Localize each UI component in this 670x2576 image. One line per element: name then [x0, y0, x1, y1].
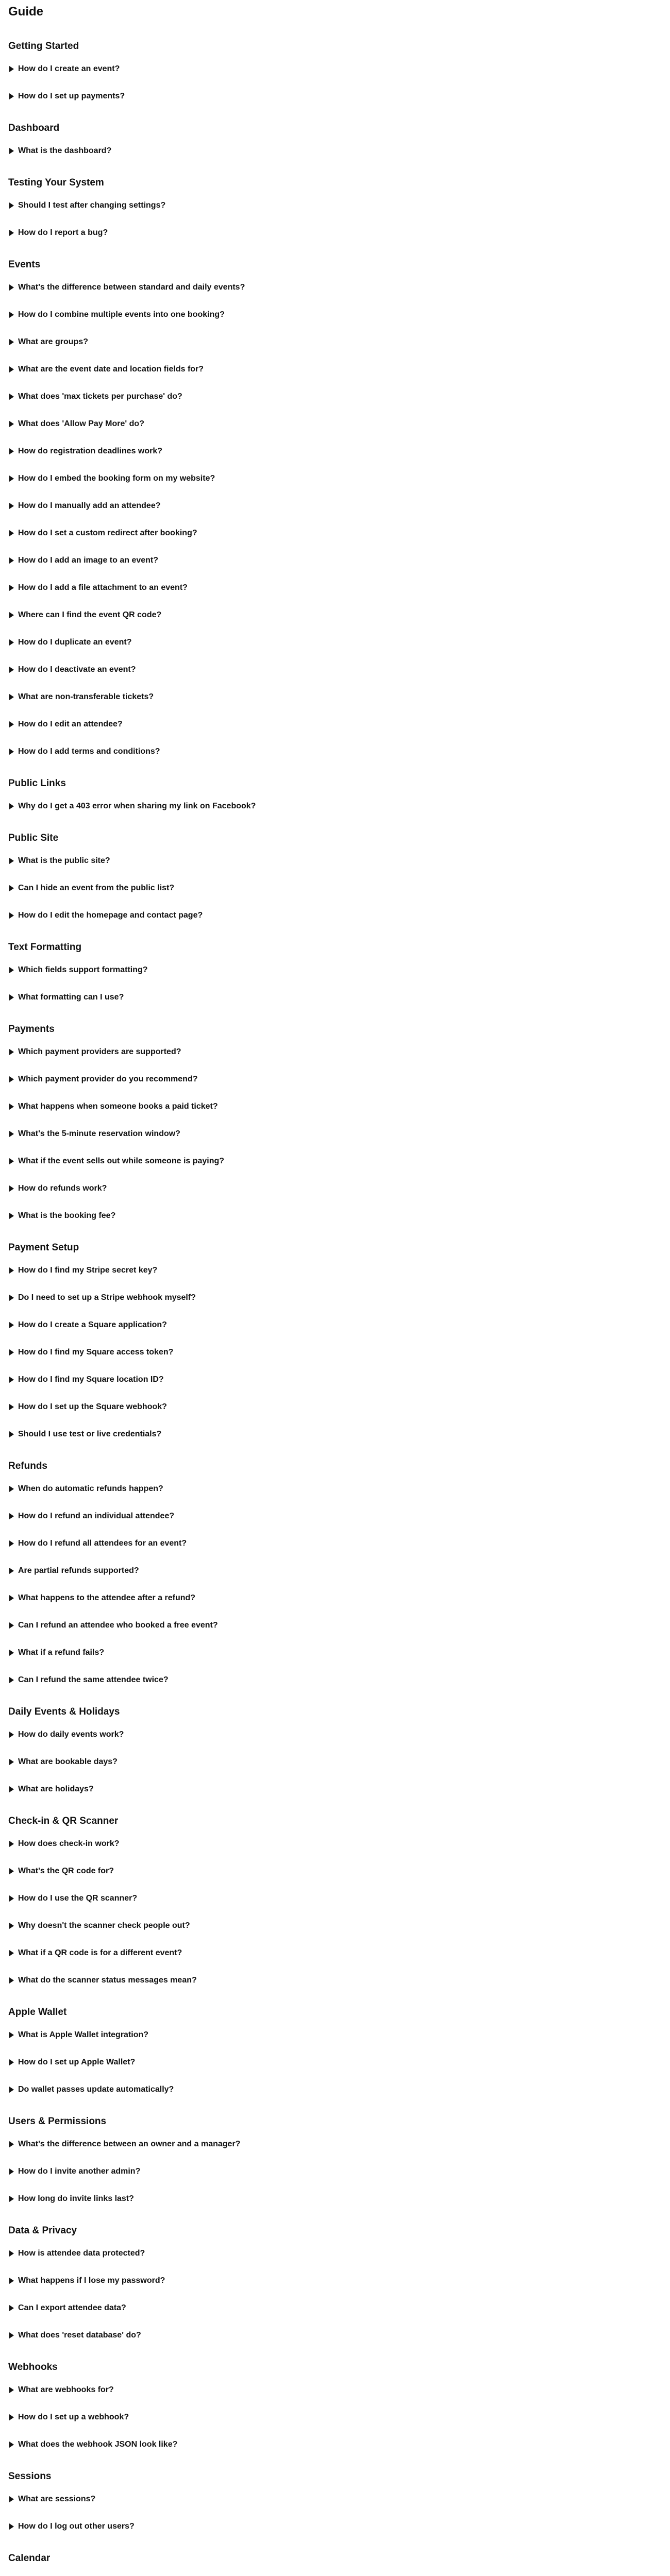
section-title: Check-in & QR Scanner	[8, 1816, 119, 1826]
faq-question[interactable]	[8, 1866, 662, 1876]
question-text: When do automatic refunds happen?	[18, 1484, 163, 1493]
question-text: How do I set a custom redirect after booking?	[18, 529, 197, 537]
disclosure-triangle-icon	[9, 148, 14, 154]
question-text: How do I deactivate an event?	[18, 665, 136, 674]
faq-question[interactable]	[8, 1375, 662, 1385]
faq-section	[8, 1706, 662, 1794]
disclosure-triangle-icon	[9, 1349, 14, 1355]
faq-section	[8, 777, 662, 811]
faq-question[interactable]	[8, 1566, 662, 1576]
question-text: What are sessions?	[18, 2495, 96, 2503]
section-title: Public Site	[8, 833, 59, 843]
faq-question[interactable]	[8, 282, 662, 293]
disclosure-triangle-icon	[9, 1104, 14, 1110]
disclosure-triangle-icon	[9, 1732, 14, 1738]
faq-section	[8, 941, 662, 1003]
disclosure-triangle-icon	[9, 2087, 14, 2093]
question-text: How do I combine multiple events into one booking?	[18, 310, 225, 319]
faq-question[interactable]	[8, 665, 662, 675]
disclosure-triangle-icon	[9, 858, 14, 864]
question-text: How do I manually add an attendee?	[18, 501, 161, 510]
faq-question[interactable]	[8, 1975, 662, 1986]
faq-question[interactable]	[8, 2330, 662, 2341]
question-text: Should I use test or live credentials?	[18, 1430, 162, 1438]
question-text: Why doesn't the scanner check people out?	[18, 1921, 190, 1930]
faq-question[interactable]	[8, 1757, 662, 1767]
faq-question[interactable]	[8, 528, 662, 538]
faq-question[interactable]	[8, 392, 662, 402]
faq-section	[8, 2361, 662, 2450]
faq-section	[8, 177, 662, 238]
disclosure-triangle-icon	[9, 2168, 14, 2175]
faq-question[interactable]	[8, 2057, 662, 2067]
faq-question[interactable]	[8, 337, 662, 347]
disclosure-triangle-icon	[9, 667, 14, 673]
disclosure-triangle-icon	[9, 694, 14, 700]
faq-question[interactable]	[8, 1948, 662, 1958]
question-text: What are webhooks for?	[18, 2385, 114, 2394]
faq-question[interactable]	[8, 1402, 662, 1412]
disclosure-triangle-icon	[9, 585, 14, 591]
faq-question[interactable]	[8, 1620, 662, 1631]
faq-question[interactable]	[8, 719, 662, 730]
disclosure-triangle-icon	[9, 2442, 14, 2448]
disclosure-triangle-icon	[9, 1977, 14, 1984]
faq-question[interactable]	[8, 1839, 662, 1849]
disclosure-triangle-icon	[9, 202, 14, 209]
section-title: Testing Your System	[8, 177, 104, 188]
faq-section	[8, 2115, 662, 2204]
faq-question[interactable]	[8, 228, 662, 238]
disclosure-triangle-icon	[9, 1950, 14, 1956]
question-text: Which payment providers are supported?	[18, 1047, 181, 1056]
disclosure-triangle-icon	[9, 1677, 14, 1683]
disclosure-triangle-icon	[9, 2278, 14, 2284]
disclosure-triangle-icon	[9, 1868, 14, 1874]
section-title: Daily Events & Holidays	[8, 1706, 120, 1717]
question-text: How do I find my Square location ID?	[18, 1375, 164, 1384]
disclosure-triangle-icon	[9, 530, 14, 536]
faq-question[interactable]	[8, 2139, 662, 2149]
disclosure-triangle-icon	[9, 2032, 14, 2038]
question-text: What's the 5-minute reservation window?	[18, 1129, 180, 1138]
question-text: How do I refund all attendees for an event?	[18, 1539, 187, 1548]
faq-question[interactable]	[8, 2276, 662, 2286]
section-title: Users & Permissions	[8, 2116, 107, 2127]
question-text: Can I hide an event from the public list?	[18, 884, 175, 892]
disclosure-triangle-icon	[9, 2196, 14, 2202]
disclosure-triangle-icon	[9, 1295, 14, 1301]
disclosure-triangle-icon	[9, 1213, 14, 1219]
faq-section	[8, 2552, 662, 2576]
disclosure-triangle-icon	[9, 1049, 14, 1055]
faq-question[interactable]	[8, 1101, 662, 1112]
question-text: How do I find my Stripe secret key?	[18, 1266, 158, 1275]
question-text: What's the QR code for?	[18, 1867, 114, 1875]
question-text: What do the scanner status messages mean?	[18, 1976, 197, 1985]
question-text: What if a refund fails?	[18, 1648, 105, 1657]
disclosure-triangle-icon	[9, 1267, 14, 1274]
question-text: How do I embed the booking form on my website?	[18, 474, 215, 483]
faq-sections	[8, 40, 662, 2576]
faq-question[interactable]	[8, 2439, 662, 2450]
section-title: Public Links	[8, 778, 66, 789]
disclosure-triangle-icon	[9, 366, 14, 372]
question-text: How do I use the QR scanner?	[18, 1894, 138, 1903]
disclosure-triangle-icon	[9, 994, 14, 1001]
question-text: What are groups?	[18, 337, 89, 346]
faq-question[interactable]	[8, 200, 662, 211]
disclosure-triangle-icon	[9, 66, 14, 72]
disclosure-triangle-icon	[9, 1540, 14, 1547]
faq-question[interactable]	[8, 91, 662, 101]
disclosure-triangle-icon	[9, 448, 14, 454]
question-text: How do I set up Apple Wallet?	[18, 2058, 136, 2066]
faq-question[interactable]	[8, 965, 662, 975]
question-text: How do I refund an individual attendee?	[18, 1512, 175, 1520]
question-text: How do I find my Square access token?	[18, 1348, 174, 1357]
faq-question[interactable]	[8, 2030, 662, 2040]
faq-question[interactable]	[8, 1156, 662, 1166]
faq-question[interactable]	[8, 310, 662, 320]
question-text: What does 'Allow Pay More' do?	[18, 419, 144, 428]
faq-question[interactable]	[8, 364, 662, 375]
question-text: Can I refund an attendee who booked a free event?	[18, 1621, 218, 1630]
disclosure-triangle-icon	[9, 421, 14, 427]
faq-question[interactable]	[8, 446, 662, 456]
disclosure-triangle-icon	[9, 1131, 14, 1137]
question-text: How do daily events work?	[18, 1730, 124, 1739]
disclosure-triangle-icon	[9, 1595, 14, 1601]
disclosure-triangle-icon	[9, 803, 14, 809]
faq-question[interactable]	[8, 419, 662, 429]
disclosure-triangle-icon	[9, 503, 14, 509]
disclosure-triangle-icon	[9, 2387, 14, 2393]
question-text: Can I refund the same attendee twice?	[18, 1675, 169, 1684]
faq-question[interactable]	[8, 1921, 662, 1931]
question-text: How do refunds work?	[18, 1184, 107, 1193]
question-text: How do I create an event?	[18, 64, 120, 73]
faq-question[interactable]	[8, 910, 662, 921]
disclosure-triangle-icon	[9, 1622, 14, 1629]
faq-question[interactable]	[8, 473, 662, 484]
disclosure-triangle-icon	[9, 1486, 14, 1492]
faq-question[interactable]	[8, 583, 662, 593]
question-text: How do I invite another admin?	[18, 2167, 141, 2176]
faq-question[interactable]	[8, 2166, 662, 2177]
question-text: How long do invite links last?	[18, 2194, 134, 2203]
disclosure-triangle-icon	[9, 1076, 14, 1082]
faq-section	[8, 832, 662, 921]
question-text: What is the public site?	[18, 856, 110, 865]
faq-question[interactable]	[8, 2084, 662, 2095]
faq-question[interactable]	[8, 2494, 662, 2504]
disclosure-triangle-icon	[9, 93, 14, 99]
question-text: Can I export attendee data?	[18, 2303, 126, 2312]
disclosure-triangle-icon	[9, 312, 14, 318]
disclosure-triangle-icon	[9, 1841, 14, 1847]
disclosure-triangle-icon	[9, 1158, 14, 1164]
question-text: How is attendee data protected?	[18, 2249, 145, 2258]
faq-section	[8, 1242, 662, 1439]
disclosure-triangle-icon	[9, 612, 14, 618]
disclosure-triangle-icon	[9, 1322, 14, 1328]
question-text: What's the difference between standard and daily events?	[18, 283, 245, 292]
section-title: Events	[8, 259, 41, 270]
section-title: Getting Started	[8, 41, 79, 52]
faq-question[interactable]	[8, 64, 662, 74]
faq-question[interactable]	[8, 992, 662, 1003]
faq-question[interactable]	[8, 1648, 662, 1658]
disclosure-triangle-icon	[9, 2059, 14, 2065]
disclosure-triangle-icon	[9, 1185, 14, 1192]
question-text: What are holidays?	[18, 1785, 94, 1793]
disclosure-triangle-icon	[9, 394, 14, 400]
question-text: What is the dashboard?	[18, 146, 112, 155]
question-text: How do I set up payments?	[18, 92, 125, 100]
section-title: Text Formatting	[8, 942, 82, 953]
faq-section	[8, 1460, 662, 1685]
question-text: How do I add a file attachment to an event?	[18, 583, 188, 592]
faq-question[interactable]	[8, 1347, 662, 1358]
disclosure-triangle-icon	[9, 1786, 14, 1792]
question-text: What happens when someone books a paid ticket?	[18, 1102, 218, 1111]
question-text: What does the webhook JSON look like?	[18, 2440, 178, 2449]
question-text: How do I create a Square application?	[18, 1320, 167, 1329]
faq-question[interactable]	[8, 1320, 662, 1330]
faq-question[interactable]	[8, 2412, 662, 2422]
disclosure-triangle-icon	[9, 557, 14, 564]
question-text: What are non-transferable tickets?	[18, 692, 154, 701]
faq-question[interactable]	[8, 2248, 662, 2259]
faq-section	[8, 2006, 662, 2095]
question-text: Should I test after changing settings?	[18, 201, 166, 210]
question-text: Why do I get a 403 error when sharing my link on Facebook?	[18, 802, 256, 810]
disclosure-triangle-icon	[9, 1650, 14, 1656]
question-text: What are bookable days?	[18, 1757, 118, 1766]
question-text: What's the difference between an owner and a manager?	[18, 2140, 241, 2148]
faq-question[interactable]	[8, 2521, 662, 2532]
faq-question[interactable]	[8, 883, 662, 893]
faq-question[interactable]	[8, 1730, 662, 1740]
disclosure-triangle-icon	[9, 230, 14, 236]
faq-section	[8, 1023, 662, 1221]
faq-section	[8, 2470, 662, 2532]
disclosure-triangle-icon	[9, 967, 14, 973]
faq-question[interactable]	[8, 747, 662, 757]
question-text: How do I add terms and conditions?	[18, 747, 160, 756]
faq-question[interactable]	[8, 637, 662, 648]
disclosure-triangle-icon	[9, 1404, 14, 1410]
faq-question[interactable]	[8, 1074, 662, 1084]
question-text: How do I set up a webhook?	[18, 2413, 129, 2421]
section-title: Refunds	[8, 1461, 47, 1471]
faq-question[interactable]	[8, 1593, 662, 1603]
question-text: What does 'reset database' do?	[18, 2331, 141, 2340]
question-text: How do I edit the homepage and contact page?	[18, 911, 203, 920]
disclosure-triangle-icon	[9, 2496, 14, 2502]
disclosure-triangle-icon	[9, 2305, 14, 2311]
faq-question[interactable]	[8, 2194, 662, 2204]
faq-question[interactable]	[8, 2385, 662, 2395]
section-title: Payments	[8, 1024, 55, 1035]
question-text: Do wallet passes update automatically?	[18, 2085, 174, 2094]
faq-section	[8, 1815, 662, 1986]
question-text: How do I set up the Square webhook?	[18, 1402, 167, 1411]
question-text: What is Apple Wallet integration?	[18, 2030, 149, 2039]
disclosure-triangle-icon	[9, 1377, 14, 1383]
question-text: How does check-in work?	[18, 1839, 120, 1848]
faq-question[interactable]	[8, 501, 662, 511]
faq-section	[8, 259, 662, 757]
section-title: Dashboard	[8, 123, 60, 133]
faq-question[interactable]	[8, 1484, 662, 1494]
section-title: Sessions	[8, 2471, 52, 2482]
section-title: Webhooks	[8, 2362, 58, 2372]
question-text: How do I duplicate an event?	[18, 638, 132, 647]
disclosure-triangle-icon	[9, 1513, 14, 1519]
disclosure-triangle-icon	[9, 912, 14, 919]
faq-question[interactable]	[8, 146, 662, 156]
disclosure-triangle-icon	[9, 639, 14, 646]
faq-question[interactable]	[8, 692, 662, 702]
question-text: Are partial refunds supported?	[18, 1566, 139, 1575]
disclosure-triangle-icon	[9, 721, 14, 727]
faq-question[interactable]	[8, 1183, 662, 1194]
faq-question[interactable]	[8, 1538, 662, 1549]
faq-question[interactable]	[8, 1211, 662, 1221]
question-text: How do registration deadlines work?	[18, 447, 163, 455]
disclosure-triangle-icon	[9, 1895, 14, 1902]
faq-section	[8, 2225, 662, 2341]
faq-question[interactable]	[8, 1293, 662, 1303]
disclosure-triangle-icon	[9, 284, 14, 291]
section-title: Payment Setup	[8, 1242, 79, 1253]
disclosure-triangle-icon	[9, 339, 14, 345]
disclosure-triangle-icon	[9, 1759, 14, 1765]
faq-section	[8, 122, 662, 156]
faq-question[interactable]	[8, 1429, 662, 1439]
disclosure-triangle-icon	[9, 749, 14, 755]
disclosure-triangle-icon	[9, 2414, 14, 2420]
page-title: Guide	[8, 5, 44, 19]
faq-question[interactable]	[8, 610, 662, 620]
section-title: Calendar	[8, 2553, 51, 2564]
disclosure-triangle-icon	[9, 2332, 14, 2338]
question-text: What if the event sells out while someone is paying?	[18, 1157, 225, 1165]
faq-question[interactable]	[8, 1675, 662, 1685]
faq-question[interactable]	[8, 1511, 662, 1521]
disclosure-triangle-icon	[9, 2250, 14, 2257]
disclosure-triangle-icon	[9, 885, 14, 891]
faq-section	[8, 40, 662, 101]
faq-question[interactable]	[8, 2303, 662, 2313]
disclosure-triangle-icon	[9, 1923, 14, 1929]
disclosure-triangle-icon	[9, 2523, 14, 2530]
question-text: How do I report a bug?	[18, 228, 108, 237]
faq-question[interactable]	[8, 1784, 662, 1794]
faq-question[interactable]	[8, 1129, 662, 1139]
question-text: How do I log out other users?	[18, 2522, 135, 2531]
section-title: Data & Privacy	[8, 2225, 77, 2236]
question-text: What formatting can I use?	[18, 993, 124, 1002]
question-text: What happens to the attendee after a refund?	[18, 1594, 196, 1602]
section-title: Apple Wallet	[8, 2007, 67, 2018]
question-text: Which payment provider do you recommend?	[18, 1075, 198, 1083]
question-text: Do I need to set up a Stripe webhook myself?	[18, 1293, 196, 1302]
question-text: How do I add an image to an event?	[18, 556, 159, 565]
faq-question[interactable]	[8, 1893, 662, 1904]
question-text: What happens if I lose my password?	[18, 2276, 165, 2285]
question-text: Where can I find the event QR code?	[18, 611, 162, 619]
disclosure-triangle-icon	[9, 1431, 14, 1437]
faq-question[interactable]	[8, 856, 662, 866]
question-text: What if a QR code is for a different event?	[18, 1948, 182, 1957]
question-text: How do I edit an attendee?	[18, 720, 123, 728]
disclosure-triangle-icon	[9, 1568, 14, 1574]
question-text: What is the booking fee?	[18, 1211, 116, 1220]
disclosure-triangle-icon	[9, 476, 14, 482]
faq-question[interactable]	[8, 1047, 662, 1057]
question-text: What does 'max tickets per purchase' do?	[18, 392, 182, 401]
question-text: What are the event date and location fields for?	[18, 365, 204, 374]
question-text: Which fields support formatting?	[18, 965, 148, 974]
disclosure-triangle-icon	[9, 2141, 14, 2147]
faq-question[interactable]	[8, 801, 662, 811]
faq-question[interactable]	[8, 555, 662, 566]
faq-question[interactable]	[8, 1265, 662, 1276]
